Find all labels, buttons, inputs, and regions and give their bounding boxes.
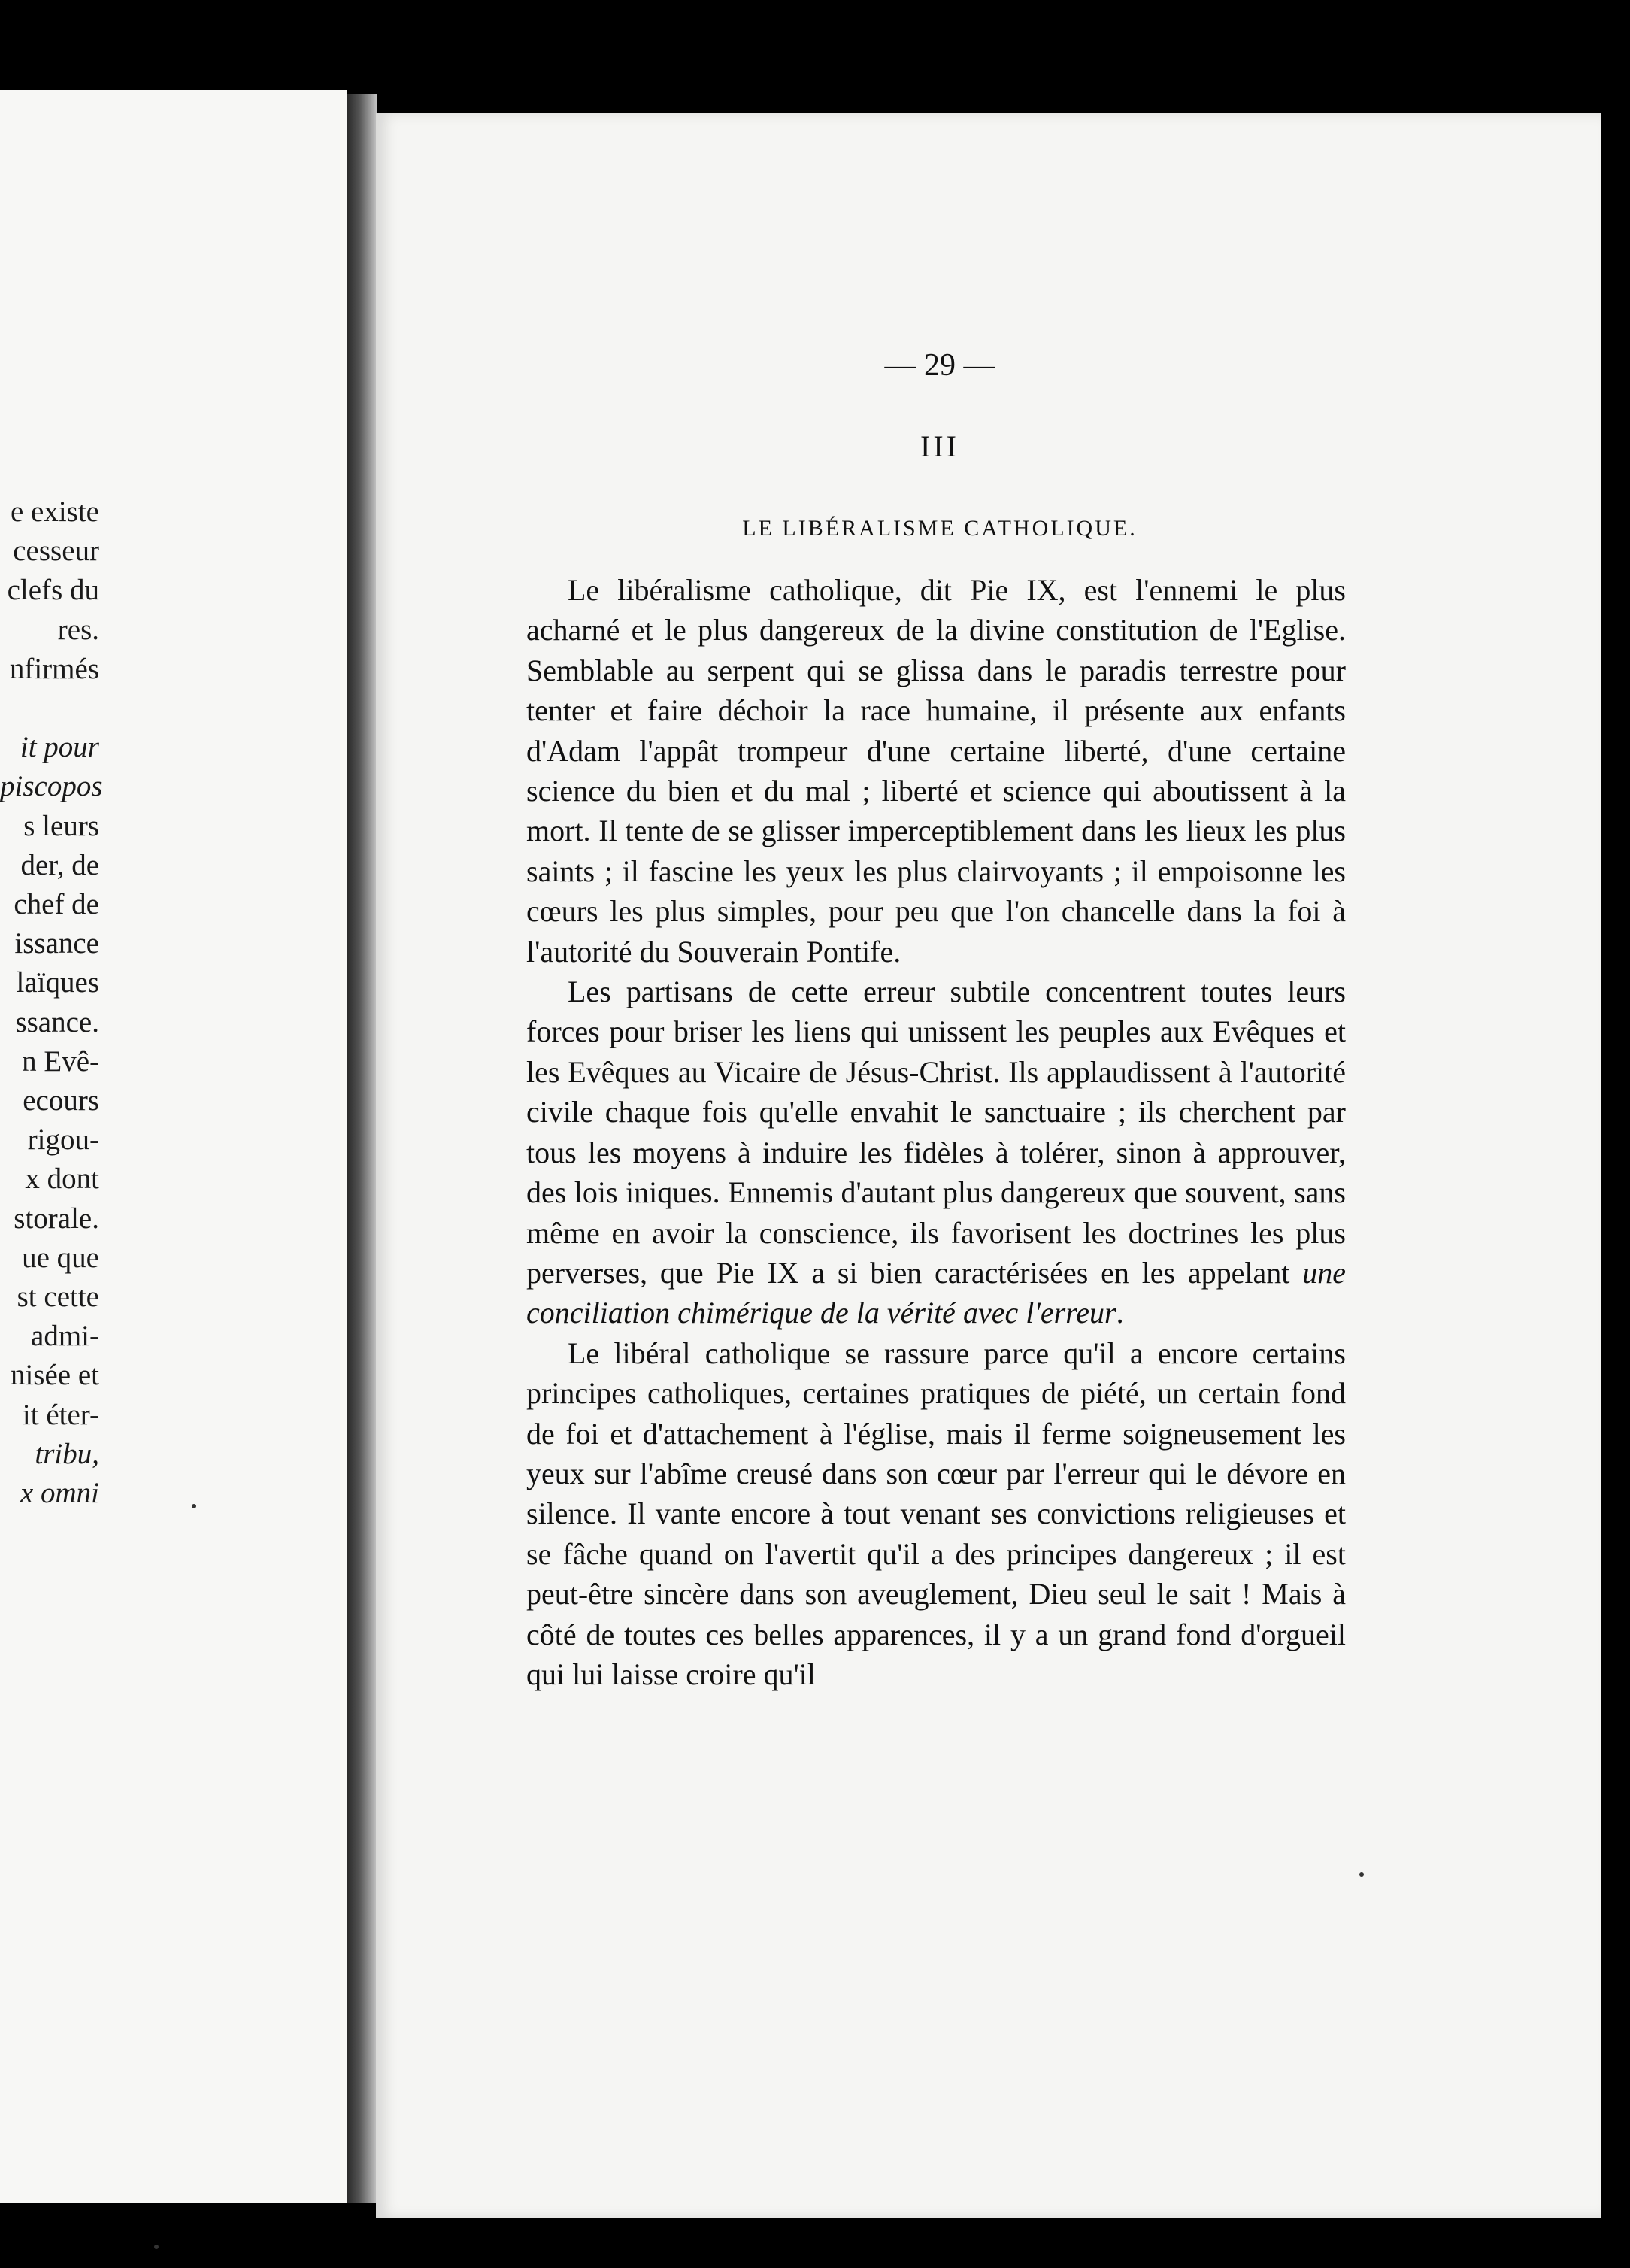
- left-page-line: chef de: [14, 888, 99, 920]
- left-page-line: piscopos: [0, 770, 103, 803]
- page-number: — 29 —: [884, 348, 995, 383]
- book-gutter: [347, 94, 377, 2203]
- left-page-line: der, de: [20, 848, 99, 881]
- left-page-line: it éter-: [22, 1398, 99, 1431]
- body-text: [526, 570, 1346, 1694]
- left-page-line: s leurs: [23, 809, 99, 842]
- left-page-line: issance: [14, 927, 99, 960]
- left-page-line: rigou-: [27, 1123, 99, 1157]
- left-page-line: n Evê-: [22, 1045, 99, 1078]
- paragraph: [526, 570, 1346, 972]
- left-page-line: clefs du: [7, 574, 99, 607]
- left-page-line: x omni: [20, 1477, 99, 1509]
- left-page-line: it pour: [20, 731, 99, 764]
- left-page: [0, 90, 347, 2203]
- speck: [192, 1504, 196, 1508]
- left-page-line: ue que: [22, 1241, 99, 1274]
- speck: [1359, 1872, 1364, 1877]
- italic-quote: une conciliation chimérique de la vérité avec l'erreur: [526, 1255, 1346, 1330]
- left-page-line: x dont: [25, 1163, 99, 1196]
- speck: [154, 2245, 159, 2249]
- paragraph-text: Les partisans de cette erreur subtile concentrent toutes leurs forces pour briser les liens qui unissent les peuples aux Evêques et les Evêques au Vicaire de Jésus-Christ. Ils applaudissent à l'autorité civile chaque fois qu'elle envahit le sanctuaire ; ils cherchent par tous les moyens à induire les fidèles à tolérer, sinon à approuver, des lois iniques. Ennemis d'autant plus dangereux que souvent, sans même en avoir la conscience, ils favorisent les doctrines les plus perverses, que Pie IX a si bien caractérisées en les appelant: [526, 975, 1346, 1290]
- left-page-line: res.: [57, 613, 99, 646]
- left-page-line: cesseur: [13, 535, 99, 568]
- left-page-line: st cette: [17, 1281, 99, 1313]
- left-page-line: storale.: [14, 1202, 99, 1235]
- chapter-title: LE LIBÉRALISME CATHOLIQUE.: [742, 516, 1138, 541]
- chapter-number: III: [920, 429, 959, 463]
- paragraph: [526, 1333, 1346, 1695]
- left-page-line: admi-: [31, 1320, 99, 1353]
- left-page-line: ecours: [23, 1084, 99, 1117]
- left-page-line: e existe: [10, 496, 99, 528]
- left-page-line: nfirmés: [9, 652, 99, 685]
- left-page-line: tribu,: [35, 1437, 99, 1470]
- paragraph-text: Le libéral catholique se rassure parce qu'il a encore certains principes catholiques, certaines pratiques de piété, un certain fond de foi et d'attachement à l'église, mais il ferme soigneusement les yeux sur l'abîme creusé dans son cœur par l'erreur qui le dévore en silence. Il vante encore à tout venant ses convictions religieuses et se fâche quand on l'avertit qu'il a des principes dangereux ; il est peut-être sincère dans son aveuglement, Dieu seul le sait ! Mais à côté de toutes ces belles apparences, il y a un grand fond d'orgueil qui lui laisse croire qu'il: [526, 1336, 1346, 1691]
- paragraph: [526, 972, 1346, 1333]
- left-page-line: ssance.: [15, 1005, 99, 1038]
- paragraph-text: Le libéralisme catholique, dit Pie IX, est l'ennemi le plus acharné et le plus dangereux de la divine constitution de l'Eglise. Semblable au serpent qui se glissa dans le paradis terrestre pour tenter et faire déchoir la race humaine, il présente aux enfants d'Adam l'appât trompeur d'une certaine liberté, d'une certaine science du bien et du mal ; liberté et science qui aboutissent à la mort. Il tente de se glisser imperceptiblement dans les lieux les plus saints ; il fascine les yeux les plus clairvoyants ; il empoisonne les cœurs les plus simples, pour peu que l'on chancelle dans la foi à l'autorité du Souverain Pontife.: [526, 573, 1346, 969]
- paragraph-text: .: [1116, 1296, 1124, 1330]
- left-page-line: nisée et: [10, 1359, 99, 1392]
- left-page-line: laïques: [16, 966, 99, 999]
